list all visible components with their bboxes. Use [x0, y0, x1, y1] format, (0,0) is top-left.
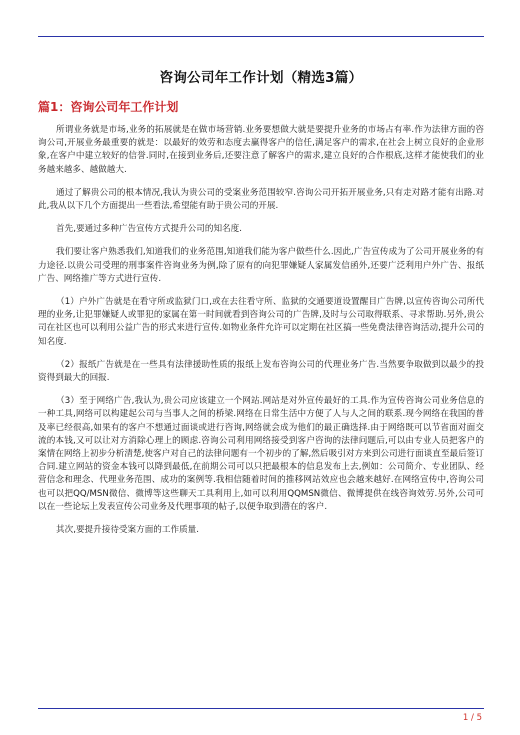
- paragraph: 首先,要通过多种广告宣传方式提升公司的知名度.: [56, 224, 242, 235]
- paragraph: 所谓业务就是市场,业务的拓展就是在做市场营销.业务要想做大就是要提升业务的市场占有率.作为法律方面的咨询公司,开展业务最重要的就是：以最好的效劳和态度去赢得客户的信任,满足客户的需求,在社会上树立良好的企业形象,在客户中建立较好的信誉.同时,在接到业务后,还要注意了解客户的需求,建立良好的合作根底,这样才能使我们的业务越来越多、越做越大.: [38, 125, 484, 175]
- document-body: [38, 124, 484, 547]
- paragraph: （3）至于网络广告,我认为,贵公司应该建立一个网站.网站是对外宣传最好的工具.作为宣传咨询公司业务信息的一种工具,网络可以构建起公司与当事人之间的桥梁.网络在日常生活中方便了人与人之间的联系.现今网络在我国的普及率已经很高,如果有的客户不想通过面谈或进行咨询,网络就会成为他们的最正确选择.由于网络既可以节省面对面交流的本钱,又可以让对方消除心理上的顾虑.咨询公司利用网络接受到客户咨询的法律问题后,可以由专业人员把客户的案情在网络上初步分析清楚,使客户对自己的法律问题有一个初步的了解,然后吸引对方来到公司进行面谈直至最后签订合同.建立网站的资金本钱可以降到最低,在前期公司可以只把最根本的信息发布上去,例如：公司简介、专业团队、经营信念和理念、代理业务范围、成功的案例等.我相信随着时间的推移网站效应也会越来越好.在网络宣传中,咨询公司也可以把QQ/MSN微信、微博等这些聊天工具利用上,如可以利用QQMSN微信、微博提供在线咨询效劳.另外,公司可以在一些论坛上发表宣传公司业务及代理事项的帖子,以便争取到潜在的客户.: [38, 396, 484, 512]
- paragraph: 其次,要提升接待受案方面的工作质量.: [56, 525, 200, 536]
- paragraph: （2）报纸广告就是在一些具有法律援助性质的报纸上发布咨询公司的代理业务广告.当然要争取做到以最少的投资得到最大的回报.: [38, 359, 484, 384]
- section-heading: 篇1：咨询公司年工作计划: [38, 100, 179, 114]
- header-rule: [38, 36, 484, 37]
- document-title: 咨询公司年工作计划（精选3篇）: [159, 70, 363, 86]
- paragraph: 通过了解贵公司的根本情况,我认为贵公司的受案业务范围较窄.咨询公司开拓开展业务,只有走对路才能有出路.对此,我从以下几个方面提出一些看法,希望能有助于贵公司的开展.: [38, 187, 484, 212]
- page-indicator: 1 / 5: [462, 713, 482, 723]
- footer-rule: [38, 708, 484, 709]
- paragraph: 我们要让客户熟悉我们,知道我们的业务范围,知道我们能为客户做些什么.因此,广告宣传成为了公司开展业务的有力途径.以贵公司受理的刑事案件咨询业务为例,除了原有的向犯罪嫌疑人家属发信函外,还要广泛利用户外广告、报纸广告、网络推广等方式进行宣传.: [38, 247, 484, 284]
- paragraph: （1）户外广告就是在看守所或监狱门口,或在去往看守所、监狱的交通要道设置醒目广告牌,以宣传咨询公司所代理的业务,让犯罪嫌疑人或罪犯的家属在第一时间就看到咨询公司的广告牌,及时与公司取得联系、寻求帮助.另外,贵公司在社区也可以利用公益广告的形式来进行宣传.如物业条件允许可以定期在社区搞一些免费法律咨询活动,提升公司的知名度.: [38, 297, 484, 347]
